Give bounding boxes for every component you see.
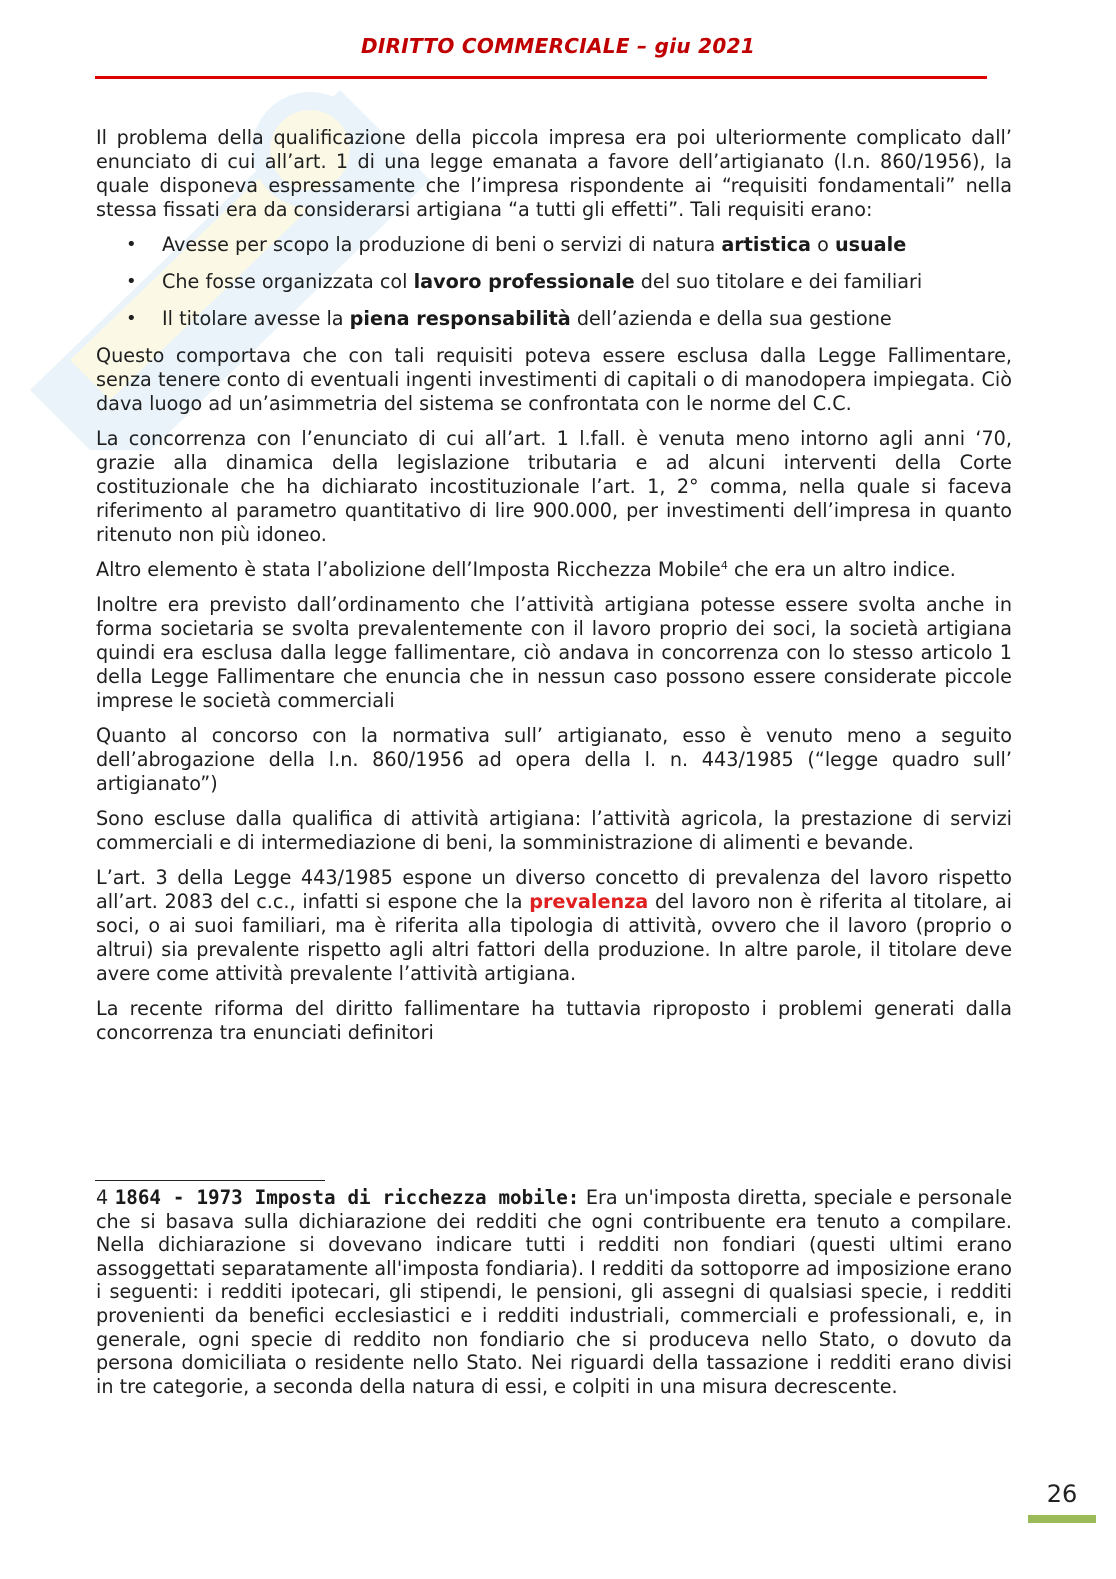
list-item: • Che fosse organizzata col lavoro professionale del suo titolare e dei familiari — [96, 270, 1012, 294]
footnote-number: 4 — [96, 1186, 109, 1209]
header-divider — [95, 76, 987, 79]
paragraph: Altro elemento è stata l’abolizione dell’Imposta Ricchezza Mobile$^4$ che era un altro indice. — [96, 558, 956, 581]
paragraph: Quanto al concorso con la normativa sull’ artigianato, esso è venuto meno a seguito dell’abrogazione della l.n. 860/1956 ad opera della l. n. 443/1985 (“legge quadro sull’ artigianato”) — [96, 724, 1012, 795]
footnote — [96, 1186, 1012, 1398]
main-content — [96, 126, 1012, 1056]
paragraph: Sono escluse dalla qualifica di attività artigiana: l’attività agricola, la prestazione di servizi commerciali e di intermediazione di beni, la somministrazione di alimenti e bevande. — [96, 807, 1012, 854]
paragraph: La concorrenza con l’enunciato di cui all’art. 1 l.fall. è venuta meno intorno agli anni ‘70, grazie alla dinamica della legislazione tributaria e ad alcuni interventi della Corte costituzionale che ha dichiarato incostituzionale l’art. 1, 2° comma, nella quale si faceva riferimento al parametro quantitativo di lire 900.000, per investimenti dell’impresa in quanto ritenuto non più idoneo. — [96, 427, 1012, 546]
requirements-list — [96, 233, 1012, 331]
page-number-bar — [1028, 1515, 1096, 1523]
paragraph: La recente riforma del diritto fallimentare ha tuttavia riproposto i problemi generati dalla concorrenza tra enunciati definitori — [96, 997, 1012, 1044]
list-item: • Avesse per scopo la produzione di beni o servizi di natura artistica o usuale — [96, 233, 1012, 257]
footnote-heading: 1864 - 1973 Imposta di ricchezza mobile: — [114, 1186, 580, 1209]
highlight-term: prevalenza — [529, 890, 649, 913]
paragraph: L’art. 3 della Legge 443/1985 espone un diverso concetto di prevalenza del lavoro rispetto all’art. 2083 del c.c., infatti si espone che la prevalenza del lavoro non è riferita al titolare, ai soci, o ai suoi familiari, ma è riferita alla tipologia di attività, ovvero che il lavoro (proprio o altrui) sia prevalente rispetto agli altri fattori della produzione. In altre parole, il titolare deve avere come attività prevalente l’attività artigiana. — [96, 866, 1012, 985]
footnote-ref[interactable]: 4 — [720, 559, 728, 572]
paragraph: Questo comportava che con tali requisiti poteva essere esclusa dalla Legge Fallimentare, senza tenere conto di eventuali ingenti investimenti di capitali o di manodopera impiegata. Ciò dava luogo ad un’asimmetria del sistema se confrontata con le norme del C.C. — [96, 344, 1012, 415]
list-item: • Il titolare avesse la piena responsabilità dell’azienda e della sua gestione — [96, 307, 1012, 331]
footnote-text: Era un'imposta diretta, speciale e personale che si basava sulla dichiarazione dei redditi che ogni contribuente era tenuto a compilare. Nella dichiarazione si dovevano indicare tutti i redditi non fondiari (questi ultimi erano assoggettati separatamente all'imposta fondiaria). I redditi da sottoporre ad imposizione erano i seguenti: i redditi ipotecari, gli stipendi, le pensioni, gli assegni di qualsiasi specie, i redditi provenienti da benefici ecclesiastici e i redditi industriali, commerciali e professionali, e, in generale, ogni specie di reddito non fondiario che si produceva nello Stato, o dovuto da persona domiciliata o residente nello Stato. Nei riguardi della tassazione i redditi erano divisi in tre categorie, a seconda della natura di essi, e colpiti in una misura decrescente. — [96, 1186, 1013, 1398]
page-number: 26 — [1046, 1480, 1078, 1508]
page-header-title: DIRITTO COMMERCIALE – giu 2021 — [360, 34, 756, 58]
footnote-separator — [95, 1180, 325, 1181]
paragraph: Inoltre era previsto dall’ordinamento che l’attività artigiana potesse essere svolta anche in forma societaria se svolta prevalentemente con il lavoro proprio dei soci, la società artigiana quindi era esclusa dalla legge fallimentare, ciò andava in concorrenza con lo stesso articolo 1 della Legge Fallimentare che enuncia che in nessun caso possono essere considerate piccole imprese le società commerciali — [96, 593, 1012, 712]
paragraph: Il problema della qualificazione della piccola impresa era poi ulteriormente complicato dall’ enunciato di cui all’art. 1 di una legge emanata a favore dell’artigianato (l.n. 860/1956), la quale disponeva espressamente che l’impresa rispondente ai “requisiti fondamentali” nella stessa fissati era da considerarsi artigiana “a tutti gli effetti”. Tali requisiti erano: — [96, 126, 1012, 221]
